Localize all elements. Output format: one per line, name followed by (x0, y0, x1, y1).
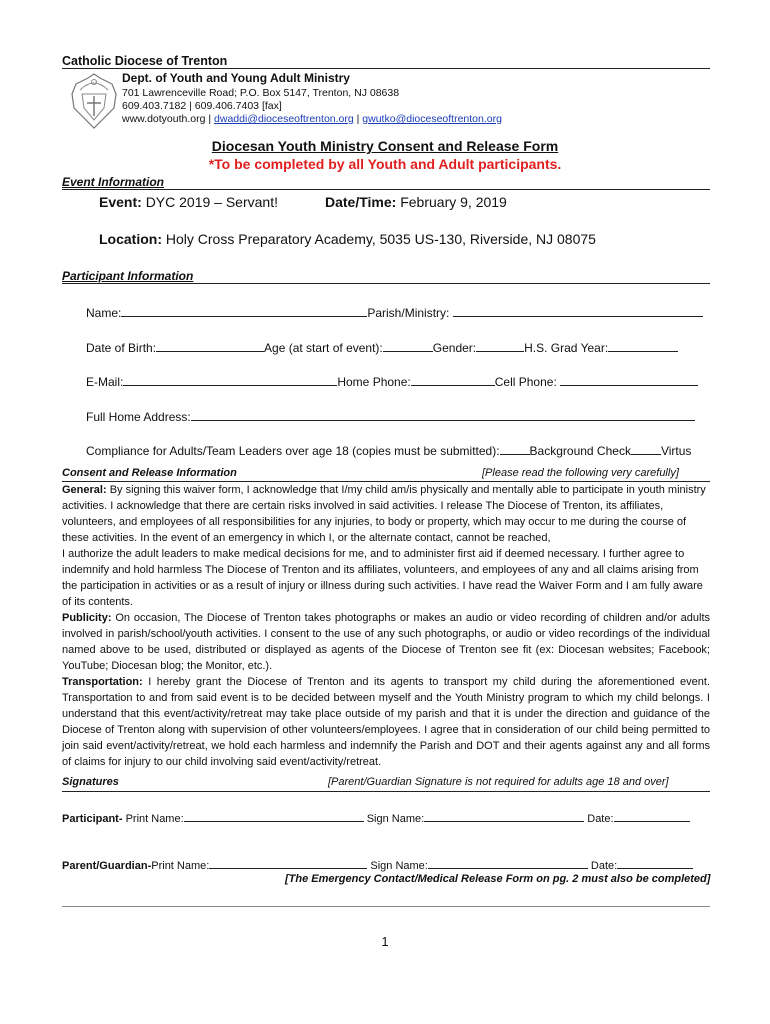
sign-name-label: Sign Name: (363, 813, 425, 825)
section-divider (62, 791, 710, 792)
address-row (86, 409, 695, 424)
parish-input[interactable] (453, 305, 703, 317)
emergency-contact-note: [The Emergency Contact/Medical Release Form on pg. 2 must also be completed] (285, 873, 711, 885)
name-input[interactable] (121, 305, 367, 317)
page-number: 1 (381, 934, 389, 949)
department-name: Dept. of Youth and Young Adult Ministry (122, 71, 350, 85)
email-label: E-Mail: (86, 375, 124, 389)
dob-row (86, 340, 678, 355)
email-link-1[interactable]: dwaddi@dioceseoftrenton.org (214, 113, 354, 125)
parent-signature-row (62, 857, 693, 872)
age-label: Age (at start of event): (264, 341, 383, 355)
compliance-row (86, 443, 691, 458)
dob-label: Date of Birth: (86, 341, 157, 355)
form-title: Diocesan Youth Ministry Consent and Release Form (211, 138, 559, 154)
consent-heading: Consent and Release Information (62, 467, 237, 479)
event-label: Event: (99, 194, 142, 210)
contact-row (86, 374, 698, 389)
website-link[interactable]: www.dotyouth.org (122, 113, 206, 125)
location-label: Location: (99, 231, 162, 247)
print-name-label: Print Name: (122, 813, 184, 825)
contact-links (122, 113, 502, 125)
transport-label: Transportation: (62, 676, 143, 688)
participant-info-heading: Participant Information (62, 269, 194, 283)
date-field (325, 194, 507, 210)
parent-print-name-input[interactable] (209, 857, 367, 869)
parent-print-name-label: Print Name: (151, 860, 210, 872)
org-name: Catholic Diocese of Trenton (62, 54, 228, 68)
date-value: February 9, 2019 (400, 194, 507, 210)
publicity-paragraph (62, 610, 710, 674)
participant-sign-name-input[interactable] (424, 810, 584, 822)
consent-note-text: [Please read the following very carefully] (482, 467, 679, 479)
compliance-label: Compliance for Adults/Team Leaders over age 18 (copies must be submitted): (86, 444, 500, 458)
parent-sign-name-input[interactable] (428, 857, 588, 869)
gender-input[interactable] (476, 340, 524, 352)
footer-divider (62, 906, 710, 907)
org-phones: 609.403.7182 | 609.406.7403 [fax] (122, 100, 282, 112)
participant-signature-row (62, 810, 690, 825)
name-parish-row (86, 305, 703, 320)
location-field (99, 231, 596, 247)
parent-label: Parent/Guardian- (62, 860, 152, 872)
virtus-input[interactable] (631, 443, 661, 455)
separator: | (208, 113, 212, 125)
cell-phone-label: Cell Phone: (494, 375, 557, 389)
section-divider (62, 189, 710, 190)
transport-text: I hereby grant the Diocese of Trenton and its agents to transport my child during the aforementioned event. Transportation to and from said event is to be decided between myself and the Youth Ministry program to which my child belongs. I understand that this event/activity/retreat may take place outside of my parish and that it is under the direction and guidance of the Diocese of Trenton along with supervision of other volunteers/employees. I agree that in consideration of our child being permitted to join said event/activity/retreat, we hold each harmless and indemnify the Parish and DOT and their agents against any and all forms of claims for injury to our child involving said event/activity/retreat. (62, 676, 710, 768)
name-label: Name: (86, 306, 122, 320)
background-check-label: Background Check (529, 444, 631, 458)
org-address: 701 Lawrenceville Road; P.O. Box 5147, Trenton, NJ 08638 (122, 87, 400, 99)
participant-date-input[interactable] (614, 810, 690, 822)
home-phone-input[interactable] (411, 374, 495, 386)
general-paragraph-2: I authorize the adult leaders to make medical decisions for me, and to administer first aid if deemed necessary. I further agree to indemnify and hold harmless The Diocese of Trenton and its affiliates, volunteers, and employees of any and all claims arising from the participation in activities or as a result of injury or illness during such activities. I have read the Waiver Form and I am fully aware of its contents. (62, 548, 703, 608)
signature-note: [Parent/Guardian Signature is not required for adults age 18 and over] (328, 776, 669, 788)
participant-label: Participant- (62, 813, 123, 825)
grad-year-input[interactable] (608, 340, 678, 352)
transport-paragraph (62, 674, 710, 770)
publicity-text: On occasion, The Diocese of Trenton takes photographs or makes an audio or video recording of children and/or adults involved in parish/school/youth activities. I consent to the use of any such photographs, or audio or video recordings of the individual named above to be used, distributed or displayed as agents of the Diocese of Trenton see fit (ex: Diocesan websites; Facebook; YouTube; Diocesan blog; the Monitor, etc.). (62, 612, 710, 672)
general-paragraph (62, 482, 710, 546)
email-input[interactable] (123, 374, 337, 386)
age-input[interactable] (383, 340, 433, 352)
general-label: General: (62, 484, 107, 496)
date-label: Date: (584, 813, 614, 825)
consent-note (482, 467, 679, 479)
parish-label: Parish/Ministry: (367, 306, 450, 320)
date-label: Date/Time: (325, 194, 397, 210)
home-address-input[interactable] (191, 409, 695, 421)
grad-year-label: H.S. Grad Year: (524, 341, 609, 355)
participant-print-name-input[interactable] (184, 810, 364, 822)
date-label: Date: (587, 860, 618, 872)
cell-phone-input[interactable] (560, 374, 698, 386)
virtus-label: Virtus (660, 444, 692, 458)
header-divider (62, 68, 710, 69)
home-address-label: Full Home Address: (86, 410, 191, 424)
gender-label: Gender: (432, 341, 477, 355)
event-value: DYC 2019 – Servant! (145, 194, 278, 210)
signatures-heading: Signatures (62, 776, 119, 788)
publicity-label: Publicity: (62, 612, 112, 624)
dob-input[interactable] (156, 340, 264, 352)
form-subtitle: *To be completed by all Youth and Adult participants. (208, 156, 562, 172)
section-divider (62, 283, 710, 284)
event-info-heading: Event Information (62, 175, 165, 189)
email-link-2[interactable]: gwutko@dioceseoftrenton.org (362, 113, 502, 125)
separator: | (356, 113, 360, 125)
background-check-input[interactable] (500, 443, 530, 455)
consent-body (62, 482, 710, 770)
diocese-crest-icon (68, 72, 120, 130)
general-text: By signing this waiver form, I acknowledge that I/my child am/is physically and mentally able to participate in youth ministry activities. I acknowledge that there are certain risks involved in said activities. I release The Diocese of Trenton, its affiliates, volunteers, and employees of all responsibilities for any injuries, to body or property, which may occur to me during the course of these activities. In the event of an emergency in which I, or the alternate contact, cannot be reached, (62, 484, 706, 544)
event-field (99, 194, 278, 210)
parent-date-input[interactable] (617, 857, 693, 869)
sign-name-label: Sign Name: (367, 860, 428, 872)
home-phone-label: Home Phone: (337, 375, 411, 389)
location-value: Holy Cross Preparatory Academy, 5035 US-130, Riverside, NJ 08075 (165, 231, 596, 247)
